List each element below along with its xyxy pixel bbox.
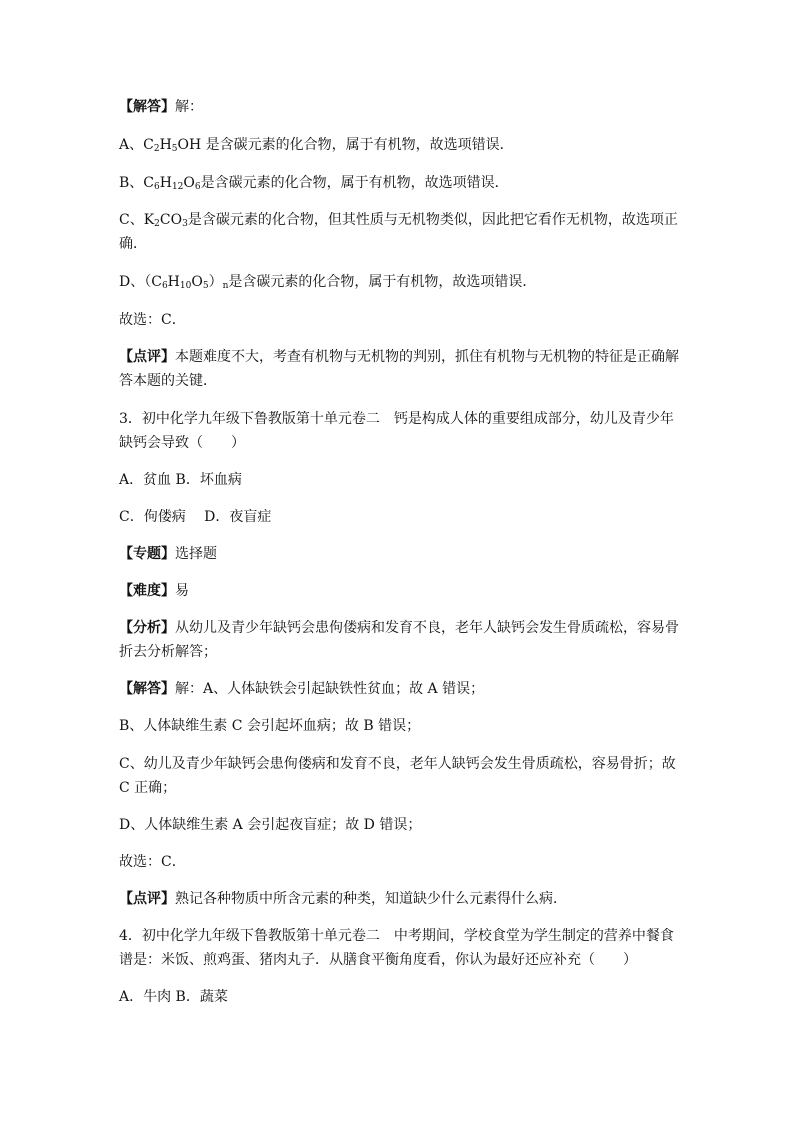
option-c-explanation-cont: 确． (119, 236, 147, 252)
question-3-choice: 故选：C． (119, 854, 186, 870)
solution-tag: 【解答】 (119, 99, 175, 115)
question-4-stem-cont: 谱是：米饭、煎鸡蛋、猪肉丸子．从膳食平衡角度看，你认为最好还应补充（ ） (119, 952, 637, 968)
solution-heading (119, 95, 679, 119)
option-b-explanation: B、$C_6H_{12}O_6$是含碳元素的化合物，属于有机物，故选项错误． (119, 175, 509, 192)
question-3-analysis: 【分析】从幼儿及青少年缺钙会患佝偻病和发育不良，老年人缺钙会发生骨质疏松，容易骨 (119, 620, 679, 636)
question-3-options-ab: A．贫血 B．坏血病 (119, 472, 242, 488)
question-3-stem-cont: 缺钙会导致（ ） (119, 435, 245, 451)
comment-cont: 答本题的关键． (119, 373, 217, 389)
question-3-analysis-cont: 折去分析解答； (119, 644, 217, 660)
comment-tag: 【点评】 (119, 349, 175, 365)
answer-choice: 故选：C． (119, 312, 186, 328)
solution-intro: 解： (175, 99, 203, 115)
option-c-explanation: C、$K_2CO_3$是含碳元素的化合物，但其性质与无机物类似，因此把它看作无机物，故选项正 (119, 212, 678, 229)
question-3-stem: 3．初中化学九年级下鲁教版第十单元卷二 钙是构成人体的重要组成部分，幼儿及青少年 (119, 411, 674, 427)
question-3-options-cd: C．佝偻病 D．夜盲症 (119, 509, 272, 525)
question-3-solution-c-cont: C 正确； (119, 780, 177, 796)
question-3-solution-b: B、人体缺维生素 C 会引起坏血病；故 B 错误； (119, 718, 421, 734)
option-d-explanation: D、$(C_6H_{10}O_5)_n$是含碳元素的化合物，属于有机物，故选项错误． (119, 274, 537, 291)
question-3-solution-d: D、人体缺维生素 A 会引起夜盲症；故 D 错误； (119, 817, 422, 833)
question-3-difficulty: 【难度】易 (119, 583, 189, 599)
question-3-solution: 【解答】解：A、人体缺铁会引起缺铁性贫血；故 A 错误； (119, 681, 485, 697)
question-4-stem: 4．初中化学九年级下鲁教版第十单元卷二 中考期间，学校食堂为学生制定的营养中餐食 (119, 928, 674, 944)
question-3-comment: 【点评】熟记各种物质中所含元素的种类，知道缺少什么元素得什么病． (119, 891, 567, 907)
comment: 【点评】本题难度不大，考查有机物与无机物的判别，抓住有机物与无机物的特征是正确解 (119, 349, 679, 365)
question-3-topic: 【专题】选择题 (119, 546, 217, 562)
option-a-explanation: A、$C_2H_5OH$ 是含碳元素的化合物，属于有机物，故选项错误． (119, 137, 514, 154)
question-4-options-ab: A．牛肉 B．蔬菜 (119, 989, 228, 1005)
question-3-solution-c: C、幼儿及青少年缺钙会患佝偻病和发育不良，老年人缺钙会发生骨质疏松，容易骨折；故 (119, 756, 676, 772)
